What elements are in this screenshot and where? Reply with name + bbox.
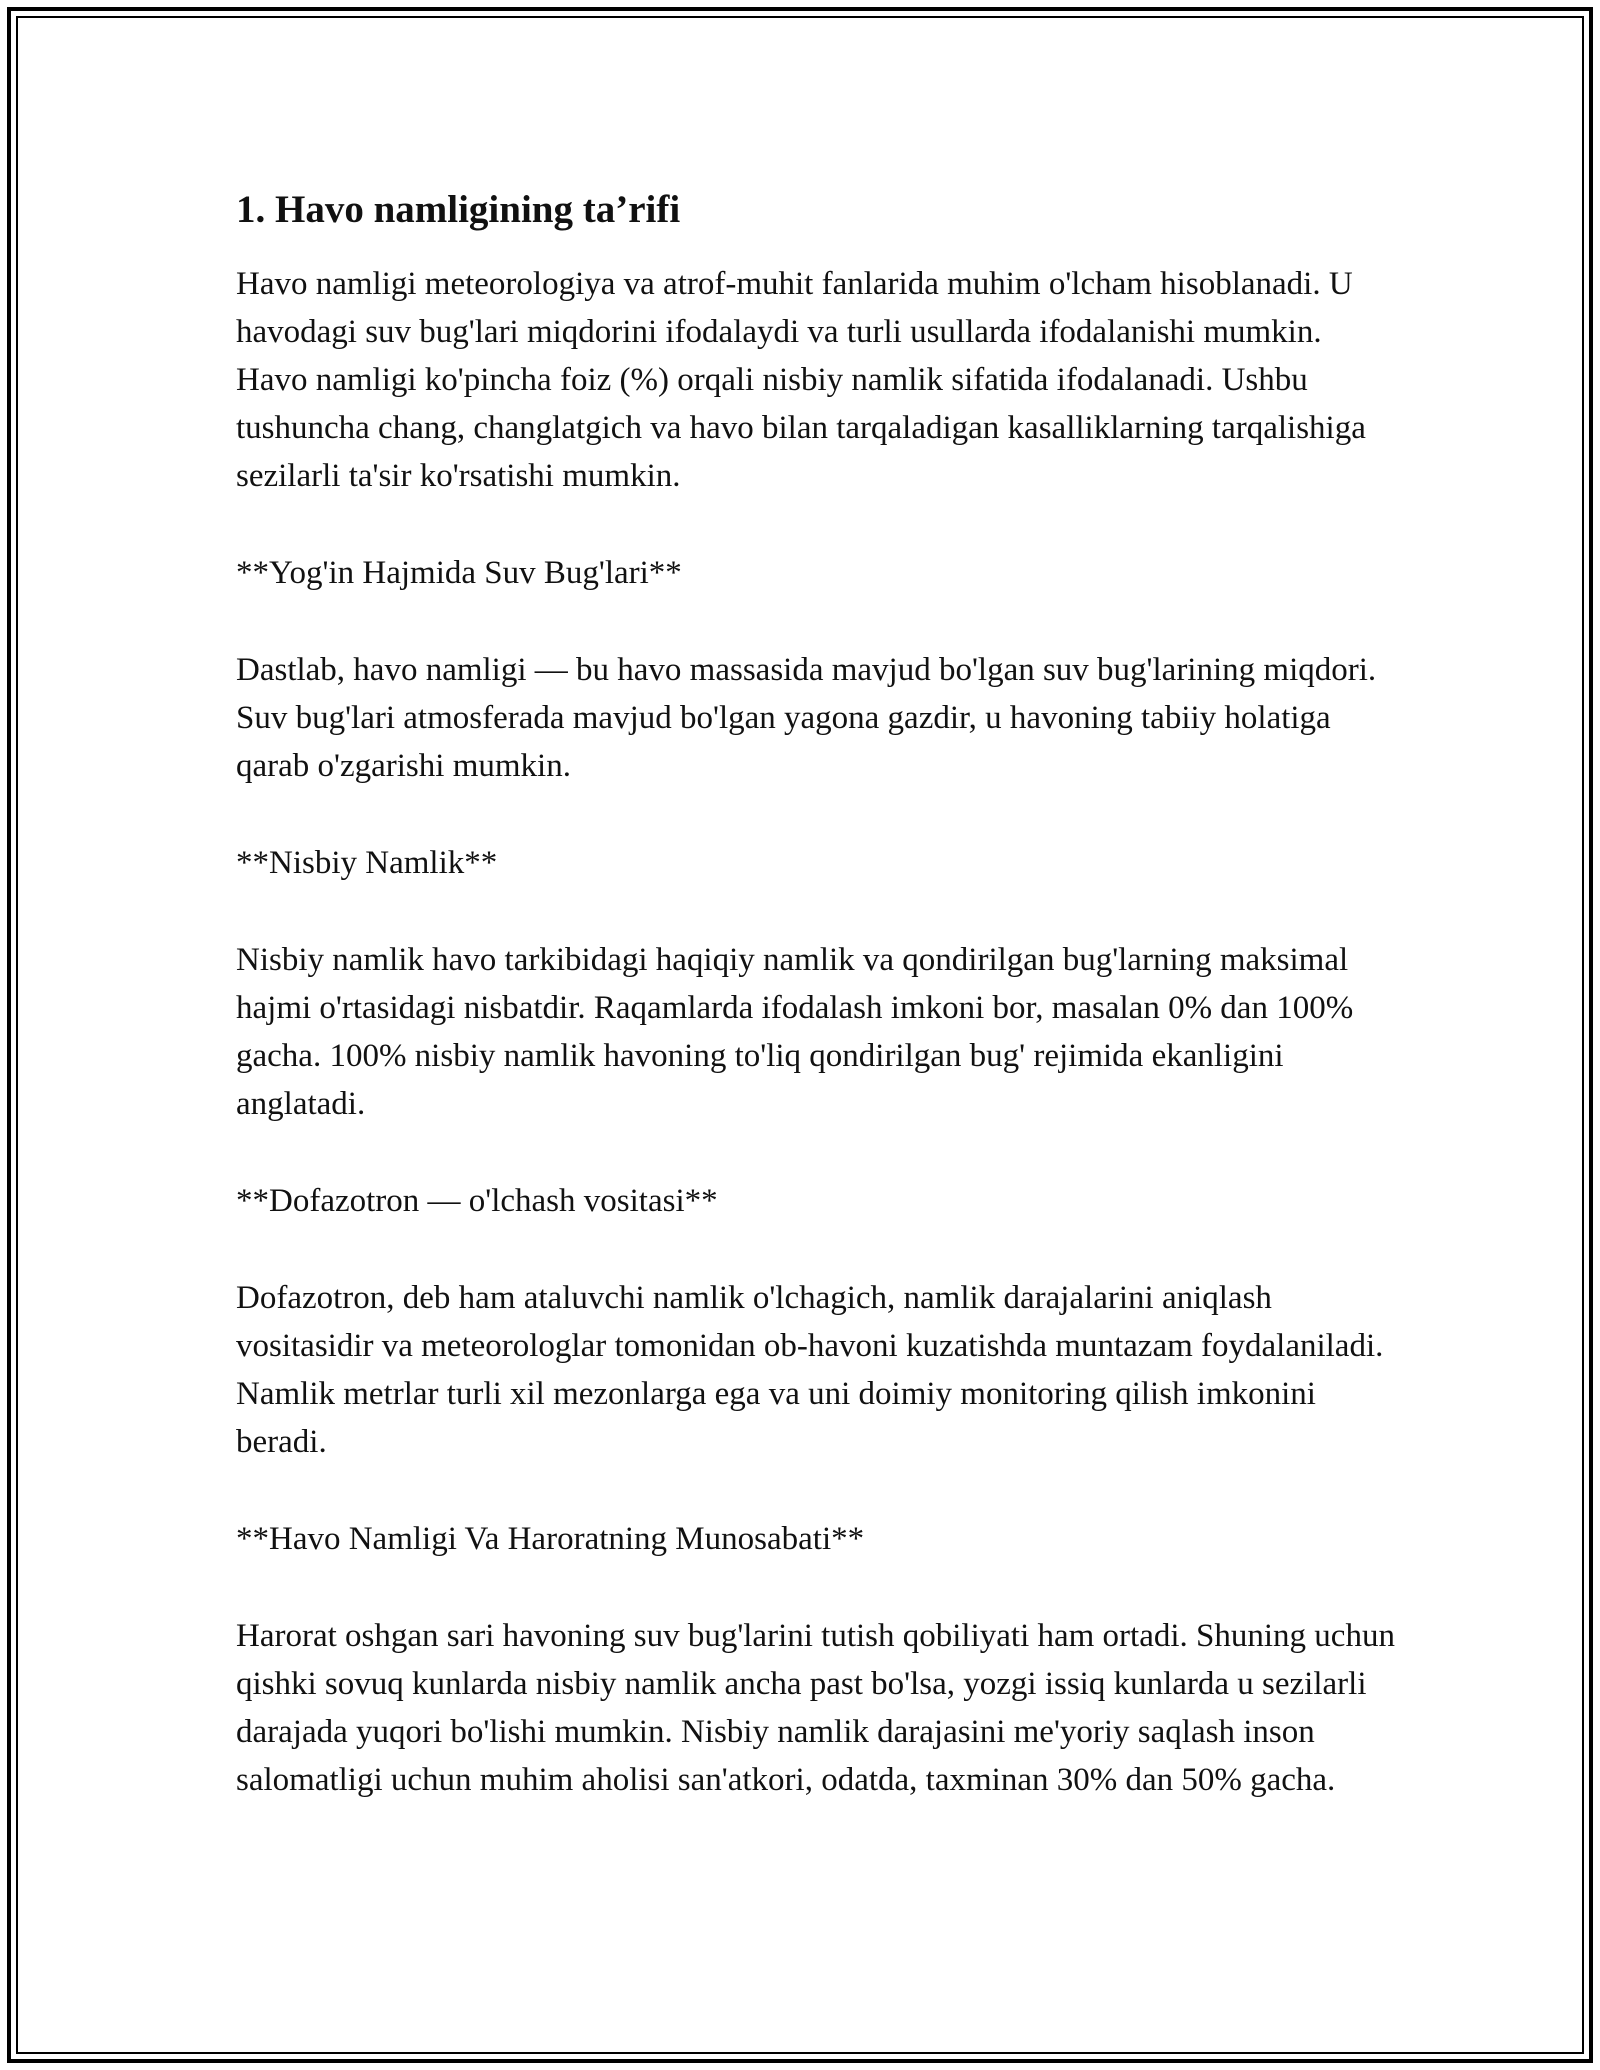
subheading-water-vapor: **Yog'in Hajmida Suv Bug'lari** bbox=[236, 555, 682, 591]
paragraph-definition: Havo namligi meteorologiya va atrof-muhit fanlarida muhim o'lcham hisoblanadi. U havodagi suv bug'lari miqdorini ifodalaydi va turli usullarda ifodalanishi mumkin. Havo namligi ko'pincha foiz (%) orqali nisbiy namlik sifatida ifodalanadi. Ushbu tushuncha chang, changlatgich va havo bilan tarqaladigan kasalliklarning tarqalishiga sezilarli ta'sir ko'rsatishi mumkin. bbox=[236, 266, 1366, 494]
subheading-instrument: **Dofazotron — o'lchash vositasi** bbox=[236, 1183, 718, 1219]
subheading-temperature-relation: **Havo Namligi Va Haroratning Munosabati** bbox=[236, 1521, 865, 1557]
section-heading: 1. Havo namligining ta’rifi bbox=[236, 188, 681, 231]
subheading-relative-humidity: **Nisbiy Namlik** bbox=[236, 845, 498, 881]
document-body bbox=[236, 186, 1396, 1853]
paragraph-temperature-relation: Harorat oshgan sari havoning suv bug'larini tutish qobiliyati ham ortadi. Shuning uchun qishki sovuq kunlarda nisbiy namlik ancha past bo'lsa, yozgi issiq kunlarda u sezilarli darajada yuqori bo'lishi mumkin. Nisbiy namlik darajasini me'yoriy saqlash inson salomatligi uchun muhim aholisi san'atkori, odatda, taxminan 30% dan 50% gacha. bbox=[236, 1618, 1395, 1798]
paragraph-instrument: Dofazotron, deb ham ataluvchi namlik o'lchagich, namlik darajalarini aniqlash vositasidir va meteorologlar tomonidan ob-havoni kuzatishda muntazam foydalaniladi. Namlik metrlar turli xil mezonlarga ega va uni doimiy monitoring qilish imkonini beradi. bbox=[236, 1280, 1384, 1460]
paragraph-water-vapor: Dastlab, havo namligi — bu havo massasida mavjud bo'lgan suv bug'larining miqdori. Suv bug'lari atmosferada mavjud bo'lgan yagona gazdir, u havoning tabiiy holatiga qarab o'zgarishi mumkin. bbox=[236, 652, 1377, 784]
paragraph-relative-humidity: Nisbiy namlik havo tarkibidagi haqiqiy namlik va qondirilgan bug'larning maksimal hajmi o'rtasidagi nisbatdir. Raqamlarda ifodalash imkoni bor, masalan 0% dan 100% gacha. 100% nisbiy namlik havoning to'liq qondirilgan bug' rejimida ekanligini anglatadi. bbox=[236, 942, 1354, 1122]
